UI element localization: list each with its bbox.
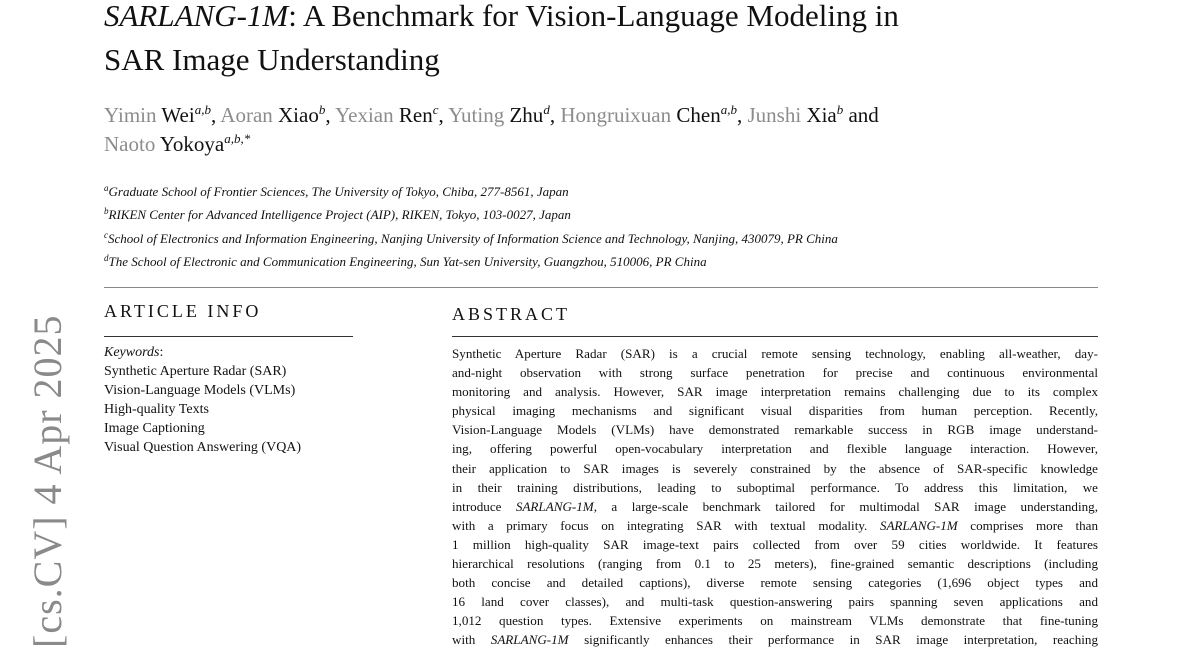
keywords-label-row: Keywords:	[104, 345, 164, 360]
abstract-rule	[452, 336, 1098, 337]
title-rest: : A Benchmark for Vision-Language Modeling in	[288, 0, 899, 33]
abstract-line: physical imaging mechanisms and significant visual disparities from human perception. Recently,	[452, 403, 1098, 419]
affiliation: $^a$Graduate School of Frontier Sciences, The University of Tokyo, Chiba, 277-8561, Japan	[104, 183, 569, 199]
keyword: Visual Question Answering (VQA)	[104, 440, 302, 455]
article-info-heading: ARTICLE INFO	[104, 301, 262, 321]
author: Junshi Xia$^b$	[747, 102, 844, 127]
abstract-line: monitoring and analysis. However, SAR image interpretation remains challenging due to its complex	[452, 384, 1098, 400]
paper-title	[104, 0, 1104, 82]
author: Hongruixuan Chen$^{a,b}$	[560, 102, 737, 127]
abstract-line: hierarchical resolutions (ranging from 0.1 to 25 meters), fine-grained semantic descriptions (including	[452, 556, 1098, 572]
author-list: Yimin Wei$^{a,b}$, Aoran Xiao$^b$, Yexian Ren$^c$, Yuting Zhu$^d$, Hongruixuan Chen$^{a,b}$, Junshi Xia$^b$ and Naoto Yokoya$^{a,b,*}$	[104, 102, 879, 156]
abstract-line: 1 million high-quality SAR image-text pairs collected from over 59 cities worldwide. It features	[452, 536, 1098, 552]
abstract-line: their application to SAR images is severely constrained by the absence of SAR-specific knowledge	[452, 460, 1098, 476]
author: Naoto Yokoya$^{a,b,*}$	[104, 131, 251, 156]
keyword: Synthetic Aperture Radar (SAR)	[104, 364, 287, 379]
arxiv-side-stamp: [cs.CV] 4 Apr 2025	[25, 314, 70, 648]
keywords-block	[104, 343, 424, 457]
author: Yuting Zhu$^d$	[448, 102, 550, 127]
author: Aoran Xiao$^b$	[220, 102, 326, 127]
keywords-label: Keywords	[104, 345, 160, 360]
header-divider	[104, 287, 1098, 288]
affiliation: $^c$School of Electronics and Information Engineering, Nanjing University of Information Science and Technology, Nanjing, 430079, PR China	[104, 229, 838, 246]
keyword: Image Captioning	[104, 421, 205, 436]
affiliation: $^b$RIKEN Center for Advanced Intelligence Project (AIP), RIKEN, Tokyo, 103-0027, Japan	[104, 206, 571, 223]
abstract-line: introduce SARLANG-1M, a large-scale benchmark tailored for multimodal SAR image understanding,	[452, 498, 1098, 514]
abstract-line: and-night observation with strong surface penetration for precise and continuous environmental	[452, 365, 1098, 381]
abstract-line: in their training distributions, leading to suboptimal performance. To address this limitation, we	[452, 479, 1098, 495]
affiliation-list	[104, 180, 1104, 273]
abstract-line: ing, offering powerful open-vocabulary interpretation and flexible language interaction. However,	[452, 441, 1098, 457]
article-info-rule	[104, 336, 353, 337]
abstract-line: with a primary focus on integrating SAR with textual modality. SARLANG-1M comprises more than	[452, 517, 1099, 533]
abstract-heading: ABSTRACT	[452, 304, 571, 324]
title-line2: SAR Image Understanding	[104, 42, 440, 77]
affiliation: $^d$The School of Electronic and Communication Engineering, Sun Yat-sen University, Guangzhou, 510006, PR China	[104, 252, 707, 269]
abstract-line: both concise and detailed captions), diverse remote sensing categories (1,696 object types and	[452, 575, 1098, 591]
author: Yexian Ren$^c$	[335, 102, 439, 127]
title-italic: SARLANG-1M	[104, 0, 289, 33]
keyword: Vision-Language Models (VLMs)	[104, 383, 296, 398]
abstract-line: 16 land cover classes), and multi-task question-answering pairs spanning seven applications and	[452, 594, 1098, 610]
abstract-line: with SARLANG-1M significantly enhances their performance in SAR image interpretation, reaching	[452, 632, 1098, 648]
abstract-line: 1,012 question types. Extensive experiments on mainstream VLMs demonstrate that fine-tuning	[452, 613, 1098, 629]
author: Yimin Wei$^{a,b}$	[104, 102, 211, 127]
abstract-line: Synthetic Aperture Radar (SAR) is a crucial remote sensing technology, enabling all-weather, day-	[452, 346, 1098, 361]
abstract-line: Vision-Language Models (VLMs) have demonstrated remarkable success in RGB image understand-	[452, 422, 1098, 438]
keyword: High-quality Texts	[104, 402, 209, 417]
and-word: and	[848, 103, 879, 127]
abstract-body	[452, 344, 1098, 650]
